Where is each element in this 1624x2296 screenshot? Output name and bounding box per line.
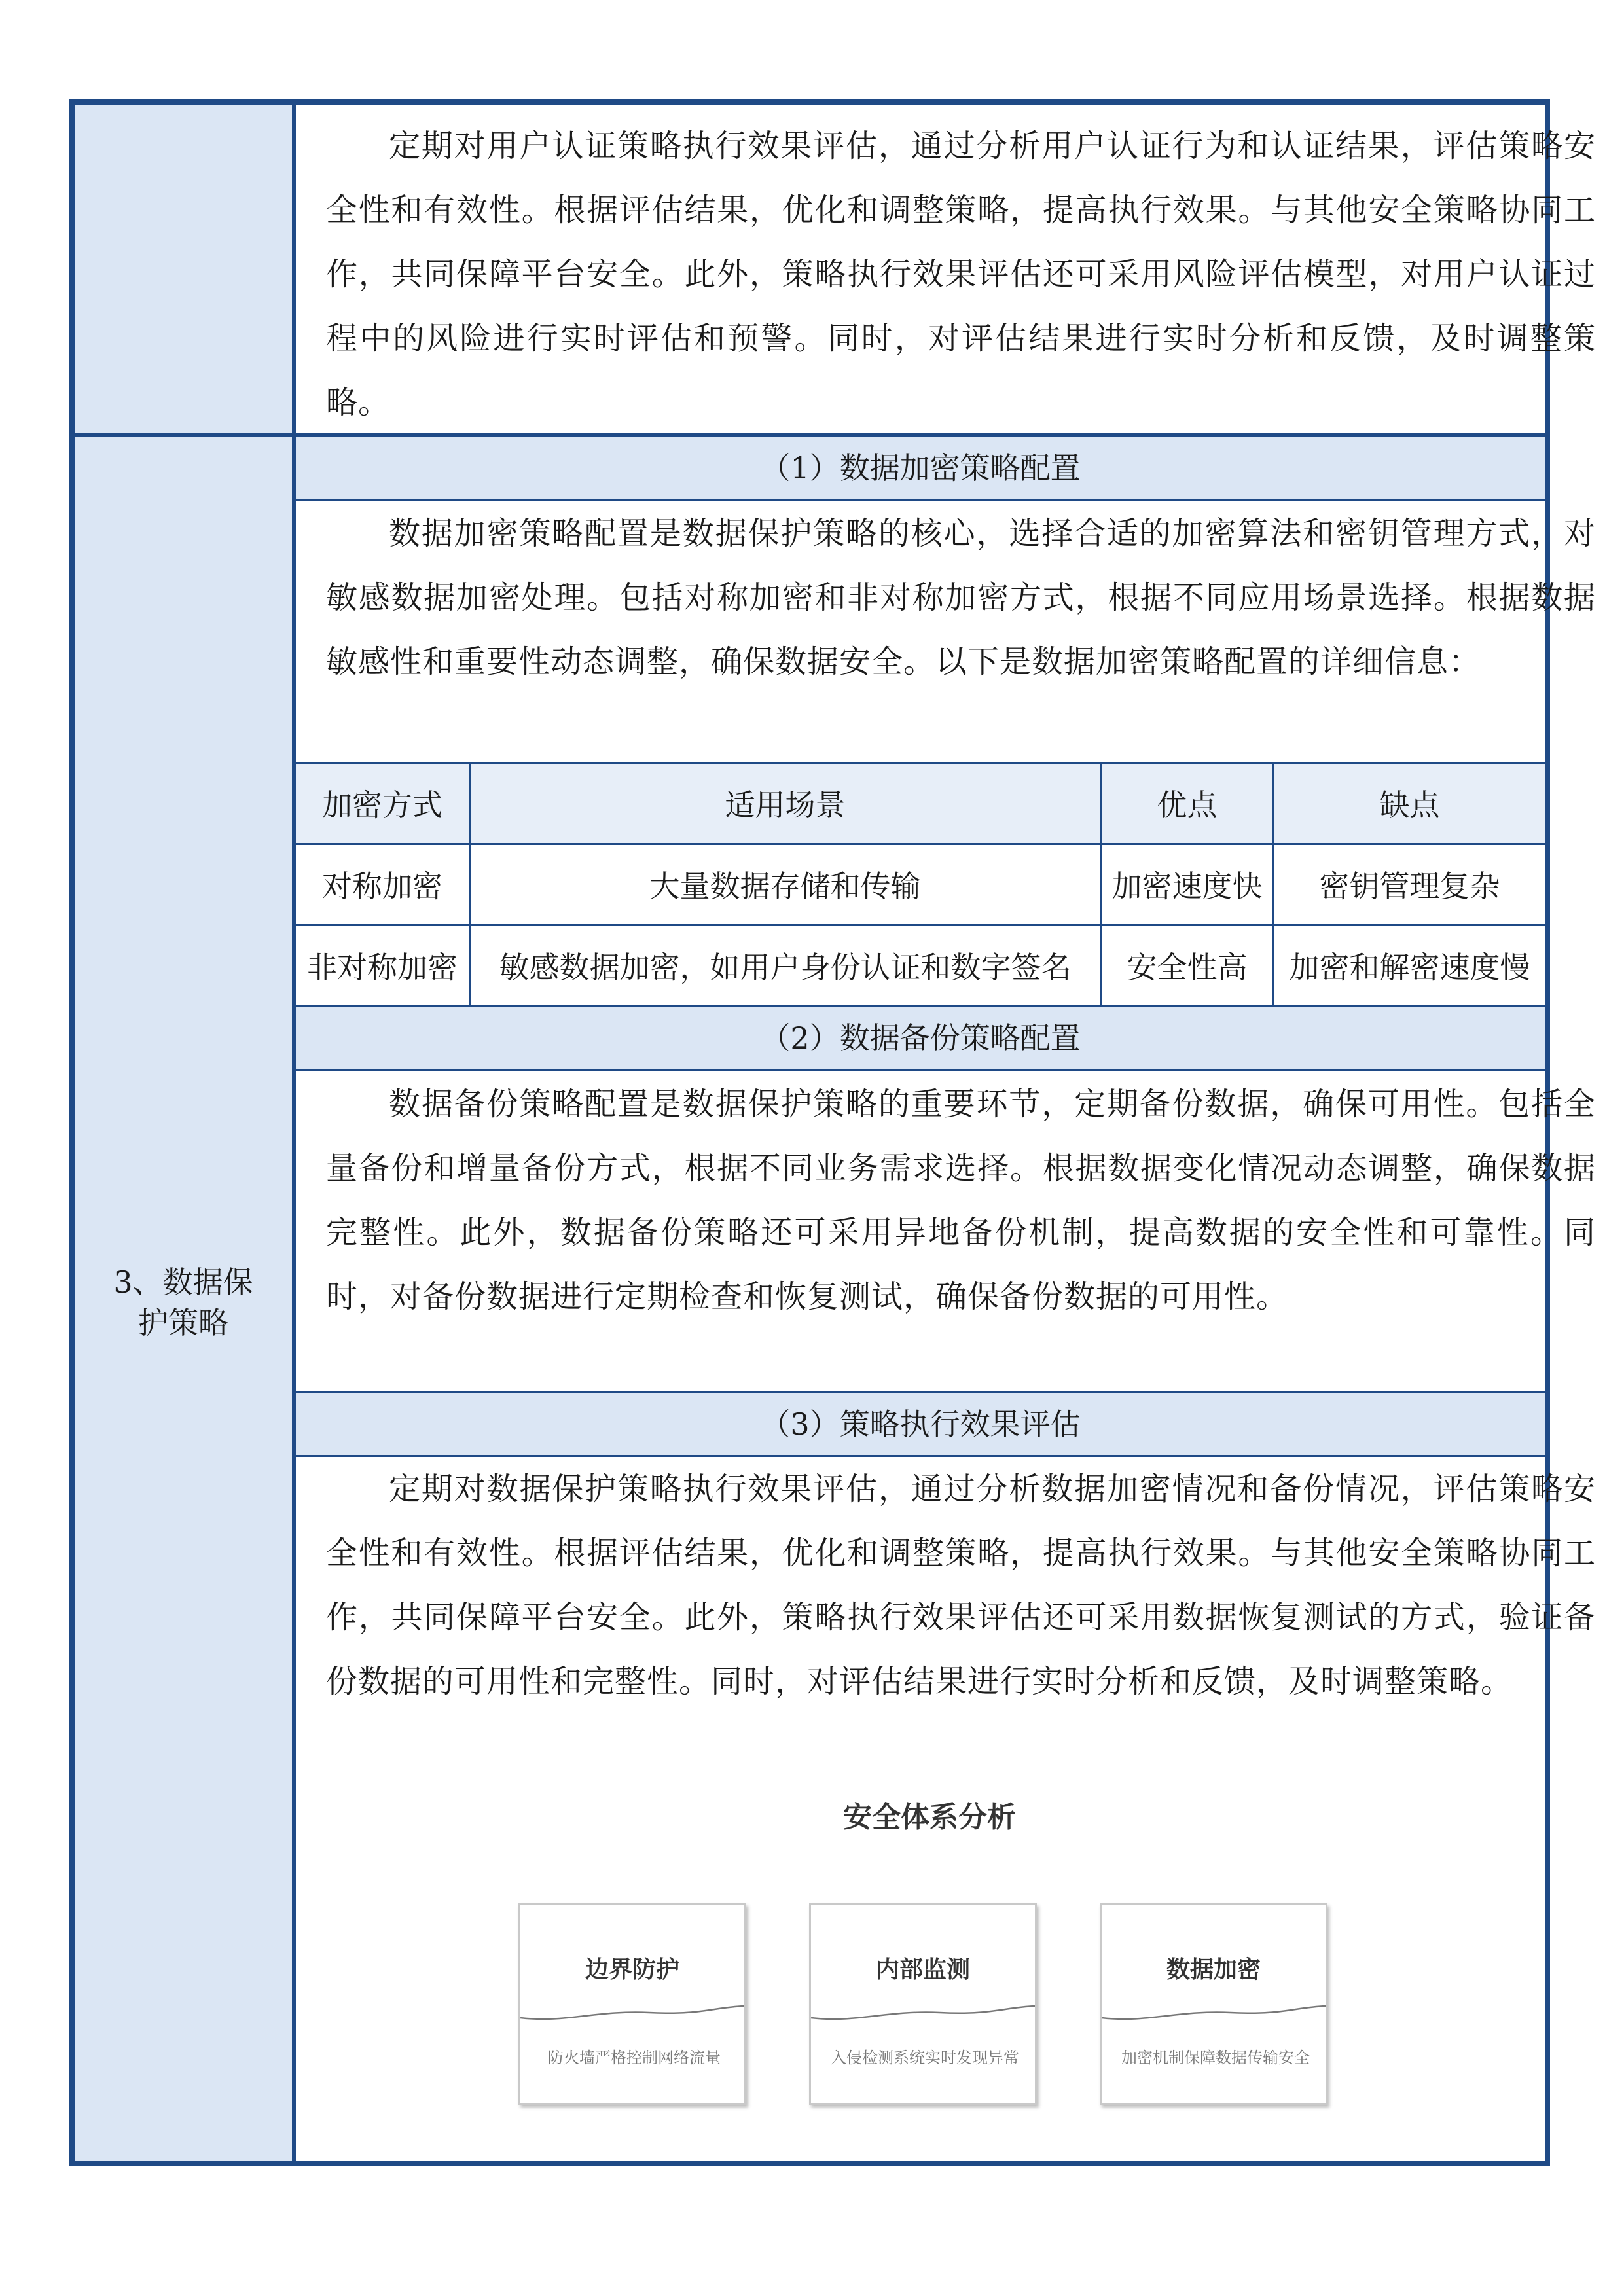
table-header-pros: 优点	[1157, 787, 1218, 823]
table-header-method: 加密方式	[322, 787, 442, 823]
table-border	[296, 762, 1545, 764]
diagram-card-boundary	[518, 1903, 746, 2105]
table-header-scenario: 适用场景	[725, 787, 846, 823]
table-header-cons: 缺点	[1379, 787, 1440, 823]
backup-heading: （2）数据备份策略配置	[296, 1007, 1545, 1069]
encryption-heading: （1）数据加密策略配置	[296, 437, 1545, 499]
table-cell: 加密和解密速度慢	[1289, 950, 1530, 985]
table-cell: 对称加密	[322, 869, 442, 904]
diagram-card-encryption	[1100, 1903, 1327, 2105]
table-border	[296, 843, 1545, 845]
table-cell: 敏感数据加密，如用户身份认证和数字签名	[499, 950, 1072, 985]
evaluation-heading: （3）策略执行效果评估	[296, 1393, 1545, 1455]
table-cell: 安全性高	[1127, 950, 1248, 985]
section-3-label-line2: 护策略	[138, 1305, 228, 1340]
section-3-label	[75, 1262, 292, 1343]
policy-table-frame	[69, 99, 1596, 2166]
card-desc: 加密机制保障数据传输安全	[1121, 2049, 1310, 2067]
backup-text: 数据备份策略配置是数据保护策略的重要环节，定期备份数据，确保可用性。包括全量备份和增量备份方式，根据不同业务需求选择。根据数据变化情况动态调整，确保数据完整性。此外，数据备份策略还可采用异地备份机制，提高数据的安全性和可靠性。同时，对备份数据进行定期检查和恢复测试，确保备份数据的可用性。	[326, 1086, 1596, 1315]
card-title: 数据加密	[1166, 1956, 1261, 1983]
encryption-text: 数据加密策略配置是数据保护策略的核心，选择合适的加密算法和密钥管理方式，对敏感数据加密处理。包括对称加密和非对称加密方式，根据不同应用场景选择。根据数据敏感性和重要性动态调整，确保数据安全。以下是数据加密策略配置的详细信息：	[326, 515, 1596, 680]
card-title: 内部监测	[875, 1956, 970, 1983]
divider	[296, 1069, 1545, 1071]
section-3-label-line1: 3、数据保	[113, 1265, 253, 1300]
card-wave-divider	[520, 2003, 744, 2030]
table-cell: 大量数据存储和传输	[649, 869, 921, 904]
diagram-card-monitoring	[809, 1903, 1037, 2105]
table-cell: 密钥管理复杂	[1319, 869, 1500, 904]
table-cell: 加密速度快	[1111, 869, 1263, 904]
card-title: 边界防护	[585, 1956, 679, 1983]
card-wave-divider	[811, 2003, 1035, 2030]
diagram-title: 安全体系分析	[843, 1801, 1016, 1834]
table-border	[296, 924, 1545, 926]
card-wave-divider	[1102, 2003, 1326, 2030]
left-label-column	[75, 105, 296, 2161]
divider	[296, 499, 1545, 501]
user-auth-evaluation-text: 定期对用户认证策略执行效果评估，通过分析用户认证行为和认证结果，评估策略安全性和有效性。根据评估结果，优化和调整策略，提高执行效果。与其他安全策略协同工作，共同保障平台安全。此外，策略执行效果评估还可采用风险评估模型，对用户认证过程中的风险进行实时评估和预警。同时，对评估结果进行实时分析和反馈，及时调整策略。	[326, 128, 1596, 421]
evaluation-text: 定期对数据保护策略执行效果评估，通过分析数据加密情况和备份情况，评估策略安全性和有效性。根据评估结果，优化和调整策略，提高执行效果。与其他安全策略协同工作，共同保障平台安全。此外，策略执行效果评估还可采用数据恢复测试的方式，验证备份数据的可用性和完整性。同时，对评估结果进行实时分析和反馈，及时调整策略。	[326, 1471, 1596, 1700]
card-desc: 防火墙严格控制网络流量	[548, 2049, 721, 2067]
card-desc: 入侵检测系统实时发现异常	[831, 2049, 1019, 2067]
table-cell: 非对称加密	[307, 950, 458, 985]
